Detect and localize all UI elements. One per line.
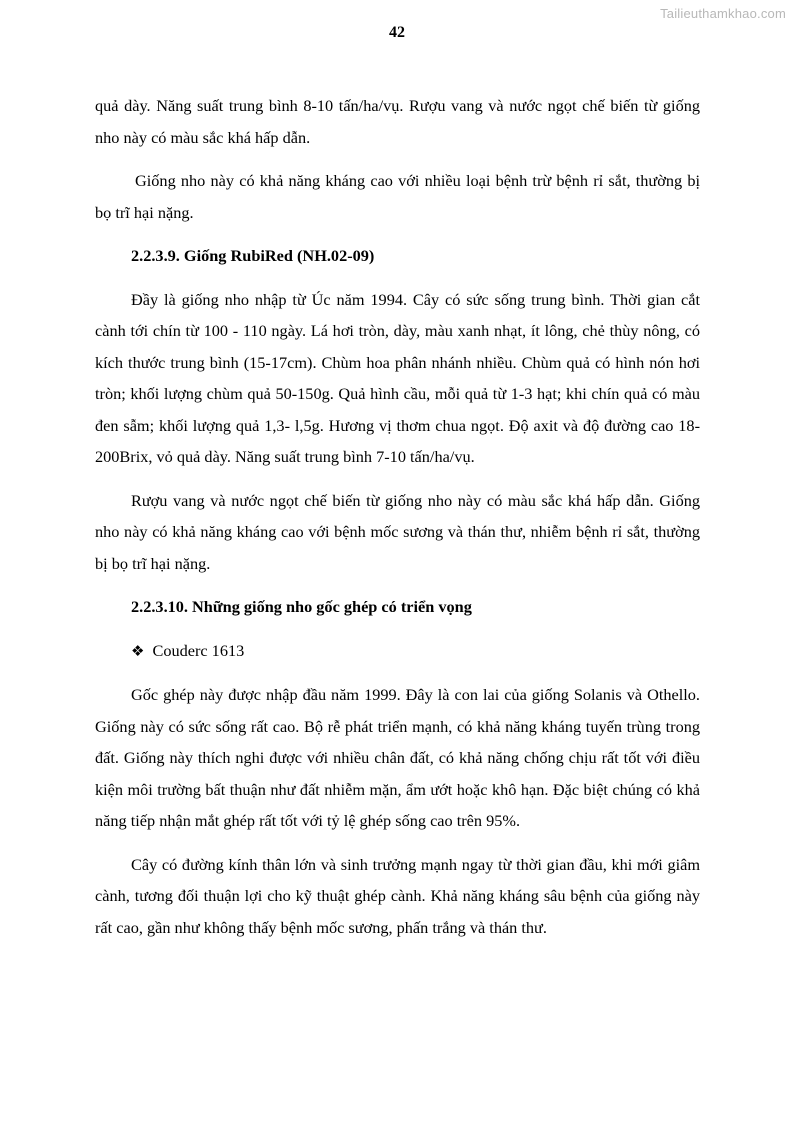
paragraph-couderc-growth: Cây có đường kính thân lớn và sinh trưởng mạnh ngay từ thời gian đầu, khi mới giâm cành, tương đối thuận lợi cho kỹ thuật ghép cành. Khả năng kháng sâu bệnh của giống này rất cao, gần như không thấy bệnh mốc sương, phấn trắng và thán thư.: [95, 854, 700, 937]
paragraph-disease-resistance: Giống nho này có khả năng kháng cao với nhiều loại bệnh trừ bệnh rỉ sắt, thường bị bọ trĩ hại nặng.: [95, 171, 700, 222]
bullet-label: Couderc 1613: [152, 640, 245, 660]
page-number: 42: [389, 24, 405, 41]
paragraph-rubired-description: Đầy là giống nho nhập từ Úc năm 1994. Cây có sức sống trung bình. Thời gian cắt cành tới chín từ 100 - 110 ngày. Lá hơi tròn, dày, màu xanh nhạt, ít lông, chẻ thùy nông, có kích thước trung bình (15-17cm). Chùm hoa phân nhánh nhiều. Chùm quả có hình nón hơi tròn; khối lượng chùm quả 50-150g. Quả hình cầu, mỗi quả từ 1-3 hạt; khi chín quả có màu đen sẫm; khối lượng quả 1,3- l,5g. Hương vị thơm chua ngọt. Độ axit và độ đường cao 18-200Brix, vỏ quả dày. Năng suất trung bình 7-10 tấn/ha/vụ.: [95, 289, 700, 466]
paragraph-rubired-wine: Rượu vang và nước ngọt chế biến từ giống nho này có màu sắc khá hấp dẫn. Giống nho này có khả năng kháng cao với bệnh mốc sương và thán thư, nhiễm bệnh rỉ sắt, thường bị bọ trĩ hại nặng.: [95, 490, 700, 573]
watermark: Tailieuthamkhao.com: [660, 6, 786, 21]
document-body: [95, 90, 700, 955]
paragraph-couderc-origin: Gốc ghép này được nhập đầu năm 1999. Đây là con lai của giống Solanis và Othello. Giống này có sức sống rất cao. Bộ rễ phát triển mạnh, có khả năng kháng tuyến trùng trong đất. Giống này thích nghi được với nhiều chân đất, có khả năng chống chịu rất tốt với điều kiện môi trường bất thuận như đất nhiễm mặn, ẩm ướt hoặc khô hạn. Đặc biệt chúng có khả năng tiếp nhận mắt ghép rất tốt với tỷ lệ ghép sống cao trên 95%.: [95, 685, 700, 830]
diamond-bullet-icon: ❖: [131, 641, 145, 660]
section-heading-rootstock: 2.2.3.10. Những giống nho gốc ghép có triển vọng: [131, 597, 472, 616]
section-heading-rubired: 2.2.3.9. Giống RubiRed (NH.02-09): [131, 246, 375, 265]
paragraph-continuation: quả dày. Năng suất trung bình 8-10 tấn/ha/vụ. Rượu vang và nước ngọt chế biến từ giống nho này có màu sắc khá hấp dẫn.: [95, 96, 700, 147]
bullet-item-couderc: [95, 635, 700, 668]
